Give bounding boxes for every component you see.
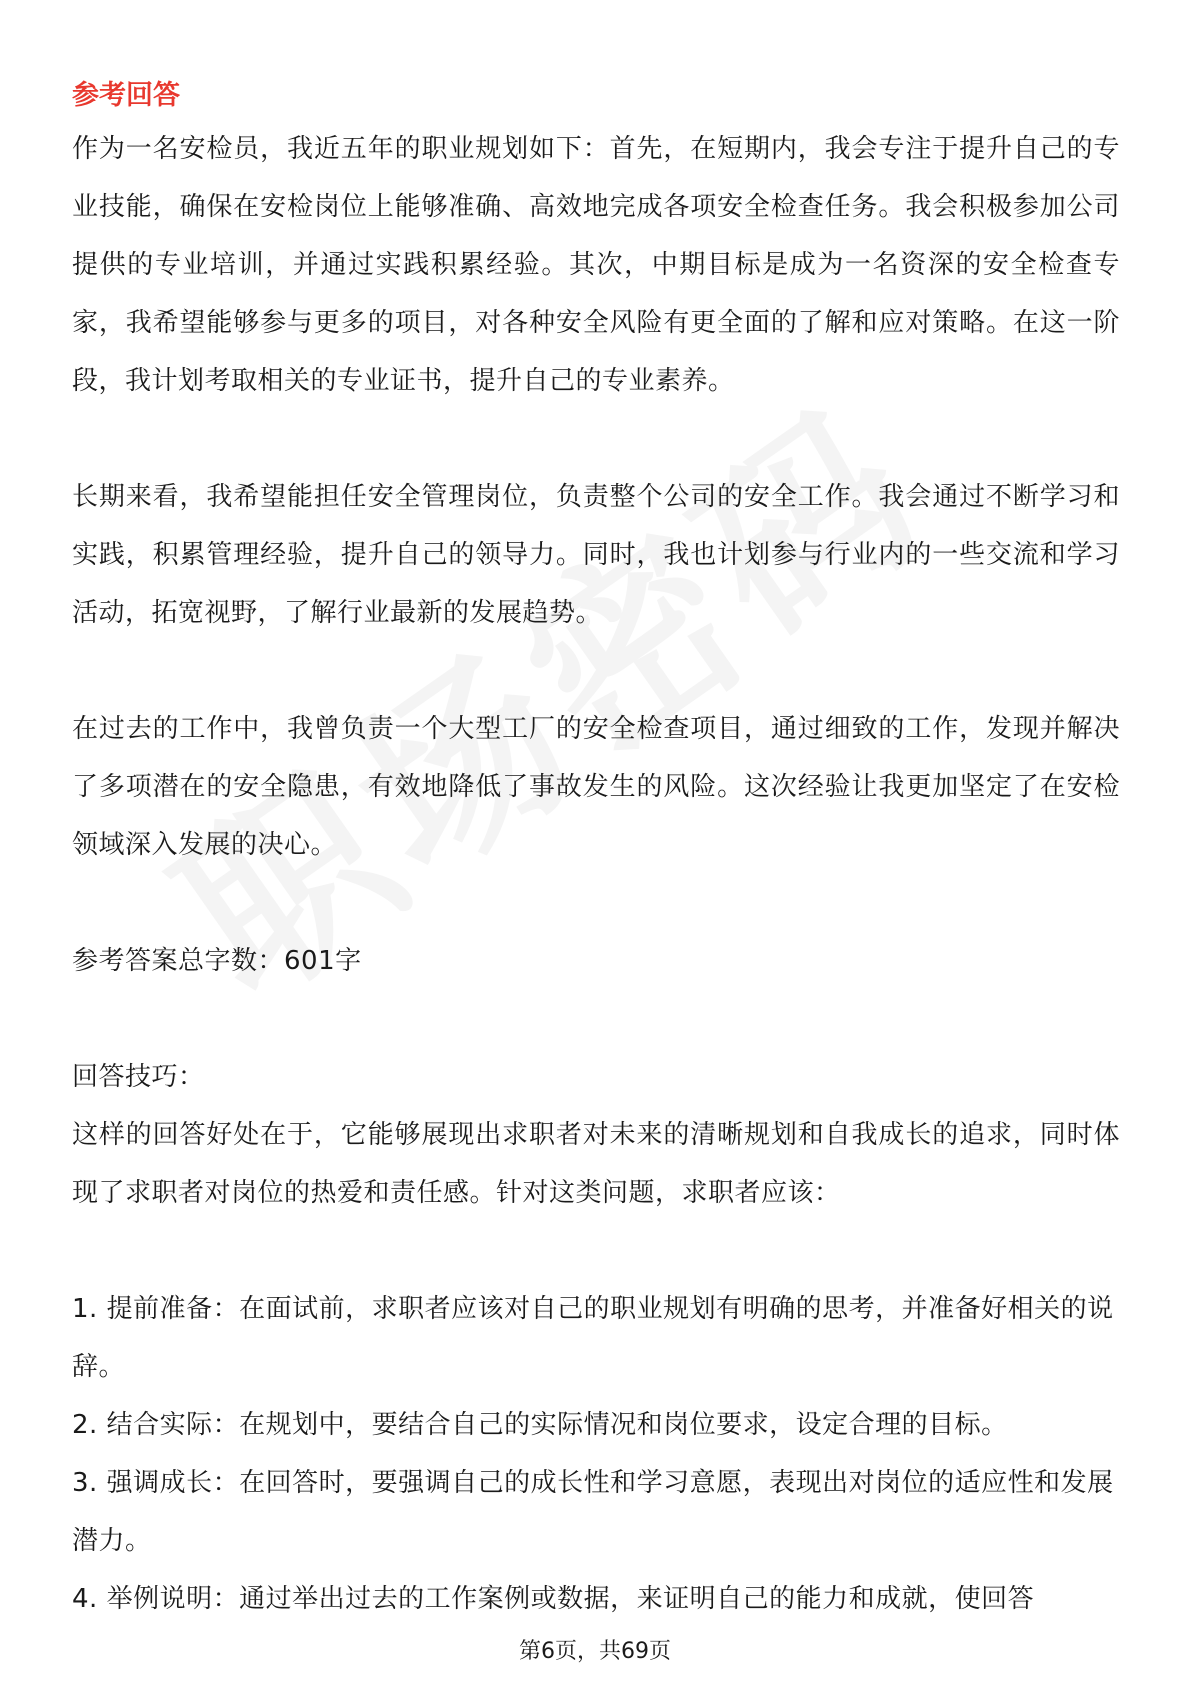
page-number: 第6页，共69页 (519, 1639, 671, 1664)
answer-paragraph-3: 在过去的工作中，我曾负责一个大型工厂的安全检查项目，通过细致的工作，发现并解决了多项潜在的安全隐患，有效地降低了事故发生的风险。这次经验让我更加坚定了在安检领域深入发展的决心。 (72, 714, 1120, 860)
document-body (72, 72, 1120, 1628)
answer-paragraph-2: 长期来看，我希望能担任安全管理岗位，负责整个公司的安全工作。我会通过不断学习和实践，积累管理经验，提升自己的领导力。同时，我也计划参与行业内的一些交流和学习活动，拓宽视野，了解行业最新的发展趋势。 (72, 482, 1120, 628)
tip-item-1: 1. 提前准备：在面试前，求职者应该对自己的职业规划有明确的思考，并准备好相关的说辞。 (72, 1294, 1114, 1382)
section-heading: 参考回答 (72, 80, 180, 111)
answer-paragraph-1: 作为一名安检员，我近五年的职业规划如下：首先，在短期内，我会专注于提升自己的专业技能，确保在安检岗位上能够准确、高效地完成各项安全检查任务。我会积极参加公司提供的专业培训，并通过实践积累经验。其次，中期目标是成为一名资深的安全检查专家，我希望能够参与更多的项目，对各种安全风险有更全面的了解和应对策略。在这一阶段，我计划考取相关的专业证书，提升自己的专业素养。 (72, 134, 1120, 396)
tips-heading: 回答技巧： (72, 1062, 205, 1092)
word-count: 参考答案总字数：601字 (72, 946, 362, 976)
tip-item-3: 3. 强调成长：在回答时，要强调自己的成长性和学习意愿，表现出对岗位的适应性和发展潜力。 (72, 1468, 1114, 1556)
tips-intro: 这样的回答好处在于，它能够展现出求职者对未来的清晰规划和自我成长的追求，同时体现了求职者对岗位的热爱和责任感。针对这类问题，求职者应该： (72, 1120, 1120, 1208)
tip-item-4: 4. 举例说明：通过举出过去的工作案例或数据，来证明自己的能力和成就，使回答 (72, 1584, 1035, 1614)
tip-item-2: 2. 结合实际：在规划中，要结合自己的实际情况和岗位要求，设定合理的目标。 (72, 1410, 1008, 1440)
